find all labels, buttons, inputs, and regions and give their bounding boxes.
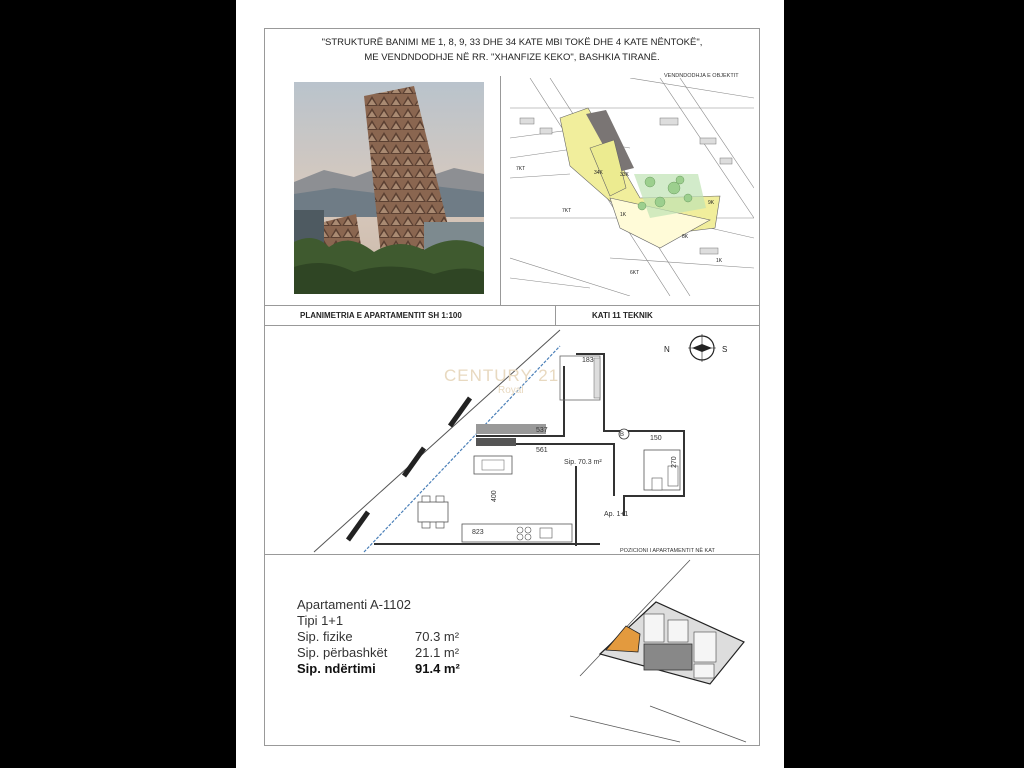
- dimension: 183: [582, 357, 594, 364]
- info-value: 70.3 m²: [415, 629, 460, 644]
- site-tag: 1K: [716, 258, 723, 264]
- info-row: [297, 661, 477, 677]
- compass-icon: [688, 334, 716, 362]
- watermark: CENTURY 21: [444, 366, 560, 385]
- info-row: [297, 645, 477, 661]
- site-tag: 33K: [620, 172, 629, 178]
- room-symbol: B: [620, 432, 625, 438]
- divider: [555, 305, 556, 325]
- info-label: Sip. ndërtimi: [297, 661, 376, 676]
- apartment-info: [297, 597, 477, 677]
- floor-label: KATI 11 TEKNIK: [592, 311, 653, 320]
- compass-north: N: [664, 345, 670, 354]
- divider: [264, 554, 760, 555]
- floor-plan: [264, 326, 760, 554]
- position-label: POZICIONI I APARTAMENTIT NË KAT: [620, 548, 715, 554]
- site-plan: [510, 78, 754, 296]
- title-line-1: "STRUKTURË BANIMI ME 1, 8, 9, 33 DHE 34 KATE MBI TOKË DHE 4 KATE NËNTOKË",: [321, 37, 703, 48]
- divider: [500, 76, 501, 305]
- site-tag: 1K: [620, 212, 627, 218]
- divider: [264, 305, 760, 306]
- dimension: 537: [536, 427, 548, 434]
- site-tag: 34K: [594, 170, 603, 176]
- dining-table: [418, 502, 448, 522]
- apartment-tag: Ap. 1+1: [604, 511, 629, 518]
- watermark-sub: Royal: [498, 385, 524, 396]
- dimension: 561: [536, 447, 548, 454]
- dimension: 150: [650, 435, 662, 442]
- dimension: 400: [491, 490, 498, 502]
- dimension: 823: [472, 529, 484, 536]
- site-tag: 8K: [682, 234, 689, 240]
- info-value: 91.4 m²: [415, 661, 460, 676]
- info-label: Sip. përbashkët: [297, 645, 388, 660]
- apartment-type: Tipi 1+1: [297, 613, 344, 628]
- dimension: 270: [671, 456, 678, 468]
- wall-block: [476, 438, 516, 446]
- compass-south: S: [722, 345, 728, 354]
- info-value: 21.1 m²: [415, 645, 460, 660]
- area-label: Sip. 70.3 m²: [564, 459, 602, 466]
- site-plan-label: VENDNDODHJA E OBJEKTIT: [664, 73, 739, 79]
- site-tag: 7KT: [562, 208, 572, 214]
- info-row: [297, 629, 477, 645]
- site-tag: 9K: [708, 200, 715, 206]
- title-line-2: ME VENDNDODHJE NË RR. "XHANFIZE KEKO", BASHKIA TIRANË.: [364, 52, 660, 63]
- site-tag: 7KT: [516, 166, 526, 172]
- apartment-name: Apartamenti A-1102: [297, 597, 411, 612]
- plan-label: PLANIMETRIA E APARTAMENTIT SH 1:100: [300, 311, 462, 320]
- site-tag: 6KT: [630, 270, 640, 276]
- key-plan: [560, 556, 756, 746]
- building-photo: [294, 82, 484, 294]
- document-title: [264, 35, 760, 65]
- info-label: Sip. fizike: [297, 629, 353, 644]
